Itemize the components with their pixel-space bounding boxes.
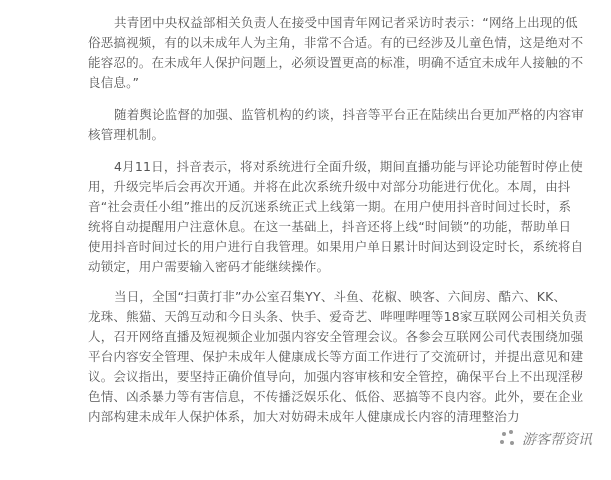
text-line: 共青团中央权益部相关负责人在接受中国青年网记者采访时表示：“网络上出现的低: [114, 15, 578, 30]
text-line: 良信息。”: [88, 75, 140, 90]
text-line: 龙珠、熊猫、天鸽互动和今日头条、快手、爱奇艺、哔哩哔哩等18家互联网公司相关负责: [88, 309, 587, 324]
paragraph: [88, 13, 584, 93]
paragraph: [88, 105, 584, 145]
text-line: 内部构建未成年人保护体系，加大对妨碍未成年人健康成长内容的清理整治力: [88, 409, 520, 424]
text-line: 色情、凶杀暴力等有害信息，不传播泛娱乐化、低俗、恶搞等不良内容。此外，要在企业: [88, 389, 584, 404]
text-line: 能容忍的。在未成年人保护问题上，必须设置更高的标准，明确不适宜未成年人接触的不: [88, 55, 584, 70]
text-line: 议。会议指出，要坚持正确价值导向，加强内容审核和安全管控，确保平台上不出现淫秽: [88, 369, 584, 384]
watermark-text: 游客帮资讯: [522, 432, 592, 448]
watermark: [500, 429, 592, 449]
text-line: 使用抖音时间过长的用户进行自我管理。如果用户单日累计时间达到设定时长，系统将自: [88, 239, 584, 254]
text-line: 动锁定，用户需要输入密码才能继续操作。: [88, 259, 330, 274]
text-line: 4月11日，抖音表示，将对系统进行全面升级，期间直播功能与评论功能暂时停止使: [114, 159, 583, 174]
text-line: 用，升级完毕后会再次开通。并将在此次系统升级中对部分功能进行优化。本周，由抖: [88, 179, 571, 194]
text-line: 俗恶搞视频，有的以未成年人为主角，非常不合适。有的已经涉及儿童色情，这是绝对不: [88, 35, 584, 50]
text-line: 音“社会责任小组”推出的反沉迷系统正式上线第一期。在用户使用抖音时间过长时，系: [88, 199, 572, 214]
text-line: 随着舆论监督的加强、监管机构的约谈，抖音等平台正在陆续出台更加严格的内容审: [114, 107, 584, 122]
text-line: 当日，全国“扫黄打非”办公室召集YY、斗鱼、花椒、映客、六间房、酷六、KK、: [114, 289, 567, 304]
article-body: [88, 13, 587, 439]
text-line: 统将自动提醒用户注意休息。在这一基础上，抖音还将上线“时间锁”的功能，帮助单日: [88, 219, 572, 234]
watermark-logo-icon: [500, 430, 518, 448]
text-line: 平台内容安全管理、保护未成年人健康成长等方面工作进行了交流研讨，并提出意见和建: [88, 349, 584, 364]
text-line: 人，召开网络直播及短视频企业加强内容安全管理会议。各参会互联网公司代表围绕加强: [88, 329, 584, 344]
paragraph: [88, 287, 587, 427]
paragraph: [88, 157, 584, 277]
text-line: 核管理机制。: [88, 127, 165, 142]
